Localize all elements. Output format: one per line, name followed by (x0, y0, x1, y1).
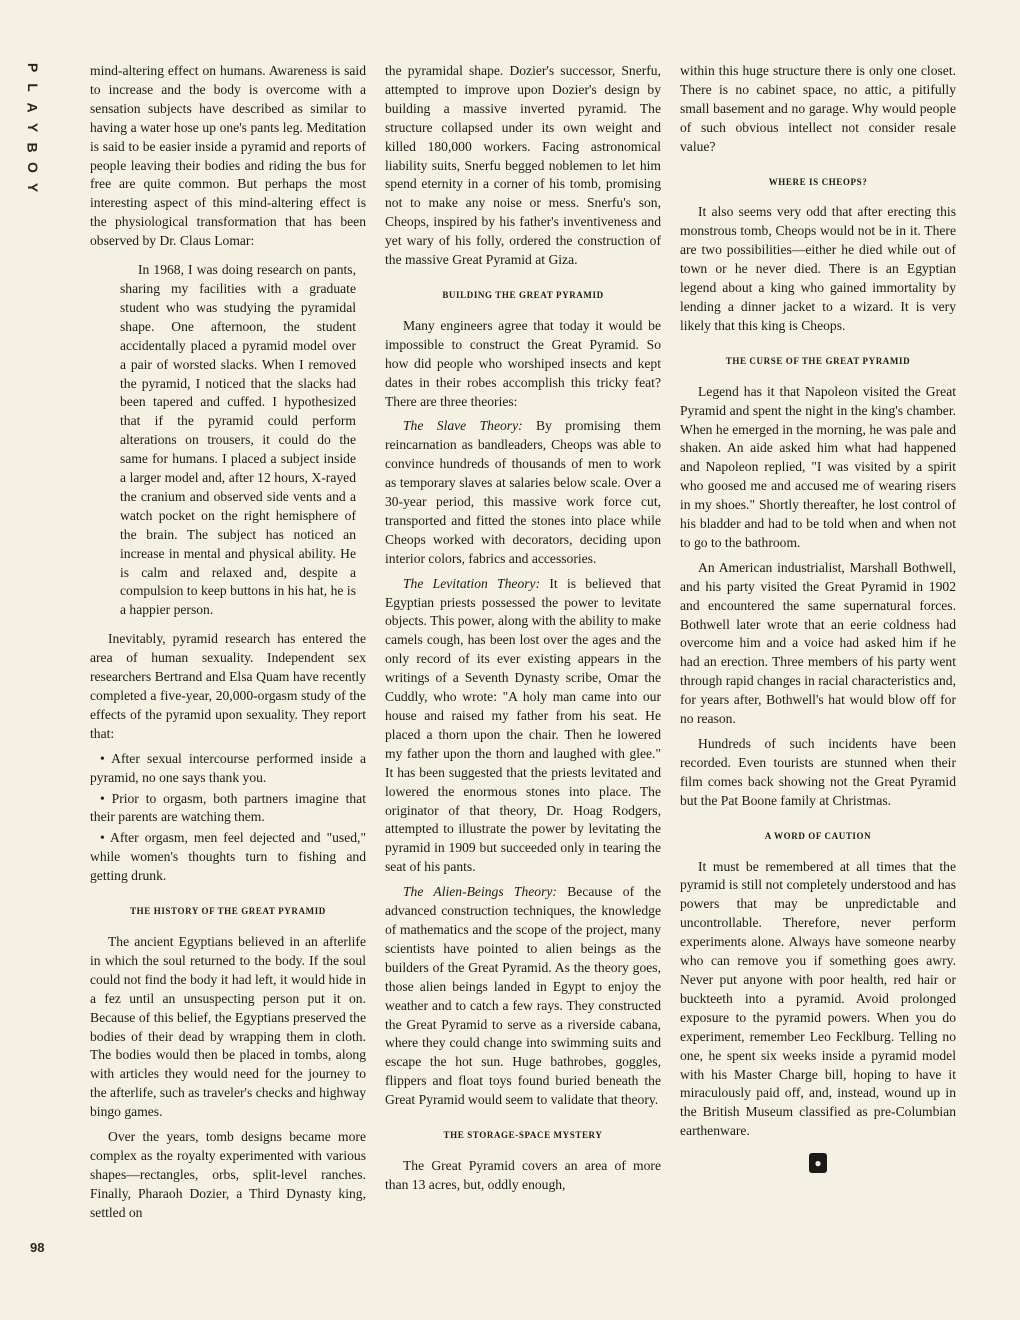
paragraph: It also seems very odd that after erecting this monstrous tomb, Cheops would not be in it. There are two possibilities—either he died while out of town or he never died. There is an Egyptian legend about a king who gained immortality by lending a dinner jacket to a wizard. It is very likely that this king is Cheops. (680, 204, 956, 333)
paragraph: Many engineers agree that today it would be impossible to construct the Great Pyramid. So how did people who worshiped insects and kept dates in their robes accomplish this tricky feat? There are three theories: (385, 317, 661, 409)
paragraph: It must be remembered at all times that the pyramid is still not completely understood and has powers that may be unpredictable and uncontrollable. Therefore, never perform experiments alone. Always have someone nearby who can remove you if something goes awry. Never put anyone with poor health, red hair or buckteeth into a pyramid. Avoid prolonged exposure to the pyramid powers. When you do experiment, remember Leo Fecklburg. Telling no one, he spent six weeks inside a pyramid model with his Master Charge bill, hoping to have it miraculously paid off, and, instead, wound up in the British Museum classified as pre-Columbian earthenware. (680, 858, 956, 1139)
column-3 (680, 62, 956, 1173)
section-heading: THE HISTORY OF THE GREAT PYRAMID (130, 906, 326, 917)
running-head-letter: L (25, 83, 41, 93)
paragraph: Hundreds of such incidents have been recorded. Even tourists are stunned when their film comes back showing not the Great Pyramid but the Pat Boone family at Christmas. (680, 736, 956, 808)
paragraph: within this huge structure there is only one closet. There is no cabinet space, no attic, a pitifully small basement and no garage. Why would people of such obvious intellect not consider resale value? (680, 63, 956, 154)
paragraph: mind-altering effect on humans. Awareness is said to increase and the body is overcome with a sensation subjects have described as similar to having a water hose up one's pants leg. Meditation is said to be easier inside a pyramid and reports of people leaving their bodies and riding the bus for free are quite common. But perhaps the most interesting aspect of this mind-altering effect is the physiological transformation that has been observed by Dr. Claus Lomar: (90, 63, 366, 249)
theory-text: Because of the advanced construction techniques, the knowledge of mathematics and the scope of the project, many scientists have pointed to alien beings as the builders of the Great Pyramid. As the theory goes, those alien beings landed in Egypt to enjoy the weather and to catch a few rays. They constructed the Great Pyramid to serve as a riverside cabana, where they could change into swimming suits and escape the hot sun. Huge bathrobes, goggles, flippers and float toys found buried beneath the Great Pyramid would seem to validate that theory. (385, 884, 661, 1108)
running-head-letter: A (25, 102, 41, 114)
running-head-letter: Y (25, 122, 41, 134)
section-heading: A WORD OF CAUTION (764, 830, 872, 841)
paragraph: the pyramidal shape. Dozier's successor, Snerfu, attempted to improve upon Dozier's design by building a massive inverted pyramid. The structure collapsed under its own weight and killed 180,000 workers. Facing astronomical liability suits, Snerfu begged noblemen to let him spend eternity in a corner of his tomb, promising not to make any noise or mess. Snerfu's son, Cheops, inspired by his father's inventiveness and yet wary of his folly, ordered the construction of the massive Great Pyramid at Giza. (385, 63, 661, 268)
page-number: 98 (30, 1240, 45, 1255)
theory-paragraph (385, 417, 661, 568)
rabbit-endmark-icon: ● (809, 1153, 827, 1173)
section-heading: THE STORAGE-SPACE MYSTERY (443, 1130, 603, 1141)
quote-paragraph: In 1968, I was doing research on pants, sharing my facilities with a graduate student who was studying the pyramidal shape. One afternoon, the student accidentally placed a pyramid model over a pair of worsted slacks. When I removed the pyramid, I noticed that the slacks had been tapered and cuffed. I hypothesized that if the pyramid could perform alterations on trousers, it could do the same for humans. I placed a subject inside a larger model and, after 12 hours, X-rayed the cranium and observed side vents and a watch pocket on the right hemisphere of the brain. The subject has noticed an increase in mental and physical ability. He is calm and relaxed and, despite a compulsion to keep buttons in his hat, he is a happier person. (120, 262, 356, 618)
running-head-letter: B (25, 142, 41, 154)
paragraph: An American industrialist, Marshall Bothwell, and his party visited the Great Pyramid in 1902 and encountered the same supernatural forces. Bothwell later wrote that an eerie coldness had overcome him and a voice had asked him if he had an erection. Three members of his party went through rapid changes in racial characteristics and, for years after, Bothwell's hat would blow off for no reason. (680, 559, 956, 727)
paragraph: The Great Pyramid covers an area of more than 13 acres, but, oddly enough, (385, 1157, 661, 1192)
section-heading: WHERE IS CHEOPS? (768, 176, 868, 187)
column-2 (385, 62, 661, 1201)
bullet-item: • After orgasm, men feel dejected and "used," while women's thoughts turn to fishing and getting drunk. (90, 830, 366, 884)
section-heading: THE CURSE OF THE GREAT PYRAMID (725, 355, 911, 366)
bullet-item: • After sexual intercourse performed inside a pyramid, no one says thank you. (90, 750, 366, 785)
running-head-letter: P (25, 62, 41, 74)
theory-title: The Alien-Beings Theory: (403, 884, 557, 900)
running-head (18, 58, 48, 198)
running-head-letter: Y (25, 182, 41, 194)
theory-title: The Slave Theory: (403, 418, 523, 434)
paragraph: Over the years, tomb designs became more complex as the royalty experimented with various shapes—rectangles, orbs, split-level ranches. Finally, Pharaoh Dozier, a Third Dynasty king, settled on (90, 1129, 366, 1220)
block-quote (120, 261, 356, 620)
theory-paragraph (385, 575, 661, 878)
bullet-item: • Prior to orgasm, both partners imagine that their parents are watching them. (90, 790, 366, 825)
running-head-letter: O (24, 162, 41, 174)
theory-text: By promising them reincarnation as bandleaders, Cheops was able to convince hundreds of thousands of men to work as temporary slaves at salaries below scale. Over a 30-year period, this massive work force cut, transported and fitted the stones into place while Cheops worked with decorators, deciding upon interior colors, fabrics and accessories. (385, 418, 661, 566)
paragraph: Legend has it that Napoleon visited the Great Pyramid and spent the night in the king's chamber. When he emerged in the morning, he was pale and shaken. An aide asked him what had happened and Napoleon replied, "I was visited by a spirit who goosed me and accused me of wearing risers in my shoes." Shortly thereafter, he lost control of his bladder and had to be told when and when not to go to the bathroom. (680, 383, 956, 550)
column-1 (90, 62, 366, 1229)
paragraph: The ancient Egyptians believed in an afterlife in which the soul returned to the body. If the soul could not find the body it had left, it would hide in a fez until an unsuspecting person put it on. Because of this belief, the Egyptians preserved the bodies of their dead by wrapping them in cloth. The bodies would then be placed in tombs, along with articles they would need for the journey to the afterlife, such as traveler's checks and highway bingo games. (90, 933, 366, 1120)
theory-paragraph (385, 883, 661, 1110)
paragraph: Inevitably, pyramid research has entered the area of human sexuality. Independent sex researchers Bertrand and Elsa Quam have recently completed a five-year, 20,000-orgasm study of the effects of the pyramid upon sexuality. They report that: (90, 631, 366, 741)
section-heading: BUILDING THE GREAT PYRAMID (442, 289, 604, 300)
theory-title: The Levitation Theory: (403, 575, 541, 591)
theory-text: It is believed that Egyptian priests possessed the power to levitate objects. This power, along with the ability to make camels cough, has been lost over the ages and the only record of its ever existing appears in the writings of a Seventh Dynasty scribe, Omar the Cuddly, who wrote: "A holy man came into our house and raised my father from his seat. He placed a thorn upon the chair. Then he lowered my father upon the thorn and laughed with glee." It has been suggested that the priests levitated and lowered the enormous stones into place. The originator of that theory, Dr. Hoag Rodgers, attempted to illustrate the power by levitating the pyramid in 1909 but succeeded only in tearing the seat of his pants. (385, 575, 661, 875)
